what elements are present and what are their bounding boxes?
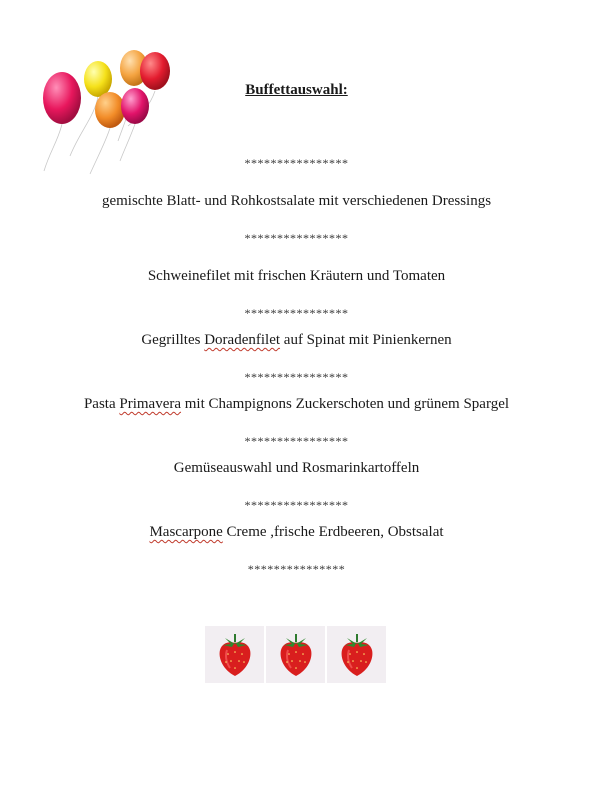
menu-item-pork: Schweinefilet mit frischen Kräutern und Tomaten	[147, 268, 446, 284]
menu-item-dorade-word: Doradenfilet	[204, 332, 281, 348]
menu-item-salads: gemischte Blatt- und Rohkostsalate mit verschiedenen Dressings	[101, 193, 492, 209]
separator: ****************	[244, 306, 349, 320]
menu-item-vegetables: Gemüseauswahl und Rosmarinkartoffeln	[173, 460, 420, 476]
menu-item-pasta-word: Primavera	[119, 396, 182, 412]
separator: ****************	[244, 370, 349, 384]
separator: ****************	[244, 498, 349, 512]
menu-item-dorade	[0, 331, 593, 349]
menu-item-dessert-word: Mascarpone	[149, 524, 223, 540]
menu-item-dorade-part1: Gegrilltes	[141, 332, 205, 348]
strawberry-icon	[205, 626, 264, 683]
menu-item-pasta-part1: Pasta	[83, 396, 120, 412]
page-title: Buffettauswahl:	[245, 82, 348, 98]
menu-item-dorade-part3: auf Spinat mit Pinienkernen	[280, 332, 452, 348]
strawberry-icon	[327, 626, 386, 683]
menu-item-pasta	[0, 395, 593, 413]
separator: ****************	[244, 156, 349, 170]
menu-item-dessert-part2: Creme ,frische Erdbeeren, Obstsalat	[222, 524, 444, 540]
menu-item-pasta-part3: mit Champignons Zuckerschoten und grünem Spargel	[181, 396, 510, 412]
separator: ****************	[244, 434, 349, 448]
strawberry-images	[205, 626, 389, 683]
strawberry-icon	[266, 626, 325, 683]
separator: ****************	[244, 231, 349, 245]
separator: ***************	[247, 562, 346, 576]
menu-item-dessert	[0, 523, 593, 541]
